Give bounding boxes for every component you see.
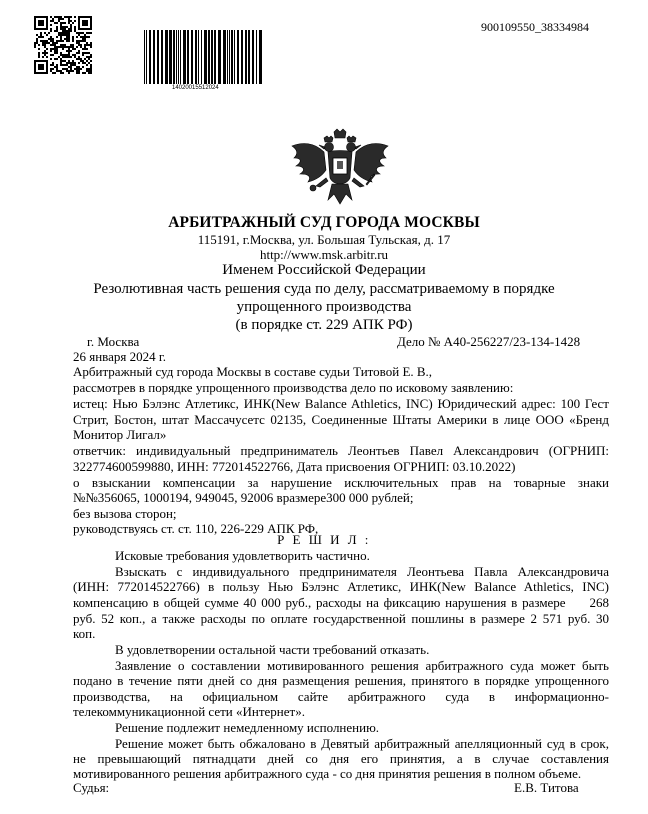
court-address: 115191, г.Москва, ул. Большая Тульская, д. 17 <box>197 232 451 247</box>
decision-line: подано в течение пяти дней со дня размещения решения, принятого в порядке упрощенного <box>73 673 609 688</box>
document-title-line: (в порядке ст. 229 АПК РФ) <box>235 317 413 333</box>
body-line: рассмотрев в порядке упрощенного производства дело по исковому заявлению: <box>73 380 514 395</box>
decision-line: (ИНН: 772014522766) в пользу Нью Бэлэнс Атлетикс, ИНК(New Balance Athletics, INC) <box>73 579 609 594</box>
case-number: Дело № А40-256227/23-134-1428 <box>397 334 581 349</box>
decision-line: Решение может быть обжаловано в Девятый арбитражный апелляционный суд в срок, <box>115 736 609 751</box>
decision-line: Решение подлежит немедленному исполнению. <box>115 720 380 735</box>
body-line: без вызова сторон; <box>73 506 177 521</box>
decision-line: производства, на официальном сайте арбитражного суда в информационно- <box>73 689 609 704</box>
body-line: о взыскании компенсации за нарушение исключительных прав на товарные знаки <box>73 475 609 490</box>
decision-line: телекоммуникационной сети «Интернет». <box>73 704 305 719</box>
decision-date: 26 января 2024 г. <box>73 349 167 364</box>
city: г. Москва <box>87 334 140 349</box>
decision-line: Заявление о составлении мотивированного решения арбитражного суда может быть <box>115 658 609 673</box>
document-title-line: Резолютивная часть решения суда по делу, рассматриваемому в порядке <box>93 281 555 297</box>
on-behalf-line: Именем Российской Федерации <box>222 262 426 278</box>
decision-line: Исковые требования удовлетворить частично. <box>115 548 370 563</box>
decision-line: Взыскать с индивидуального предпринимателя Леонтьева Павла Александровича <box>115 564 609 579</box>
body-line: 322774600599880, ИНН: 772014522766, Дата присвоения ОГРНИП: 03.10.2022) <box>73 459 516 474</box>
qr-code <box>34 16 92 74</box>
body-line: ответчик: индивидуальный предприниматель Леонтьев Павел Александрович (ОГРНИП: <box>73 443 609 458</box>
emblem-eagle-icon <box>288 128 392 212</box>
decision-line: компенсацию в общей сумме 40 000 руб., расходы на фиксацию нарушения в размере 268 <box>73 595 609 610</box>
body-line: Арбитражный суд города Москвы в составе судьи Титовой Е. В., <box>73 364 433 379</box>
judge-name: Е.В. Титова <box>514 780 579 795</box>
court-name: АРБИТРАЖНЫЙ СУД ГОРОДА МОСКВЫ <box>168 214 480 231</box>
decision-line: не превышающий пятнадцати дней со дня его принятия, а в случае составления <box>73 751 609 766</box>
decision-line: коп. <box>73 626 96 641</box>
court-website: http://www.msk.arbitr.ru <box>259 247 389 262</box>
decision-line: руб. 52 коп., а также расходы по оплате государственной пошлины в размере 2 571 руб. 30 <box>73 611 609 626</box>
body-line: Монитор Лигал» <box>73 427 167 442</box>
decision-heading: Р Е Ш И Л : <box>277 532 371 547</box>
judge-label: Судья: <box>73 780 110 795</box>
document-title-line: упрощенного производства <box>236 299 412 315</box>
body-line: Стрит, Бостон, штат Массачусетс 02135, Соединенные Штаты Америки в лице ООО «Бренд <box>73 412 609 427</box>
decision-line: В удовлетворении остальной части требований отказать. <box>115 642 430 657</box>
document-id: 900109550_38334984 <box>481 20 589 34</box>
body-line: №№356065, 1000194, 949045, 92006 вразмере300 000 рублей; <box>73 490 414 505</box>
body-line: руководствуясь ст. ст. 110, 226-229 АПК РФ, <box>73 521 319 536</box>
barcode <box>144 30 262 84</box>
body-line: истец: Нью Бэлэнс Атлетикс, ИНК(New Balance Athletics, INC) Юридический адрес: 100 Гест <box>73 396 609 411</box>
decision-line: мотивированного решения арбитражного суда - со дня принятия решения в полном объеме. <box>73 766 582 781</box>
barcode-number: 14020015512024 <box>172 85 219 91</box>
